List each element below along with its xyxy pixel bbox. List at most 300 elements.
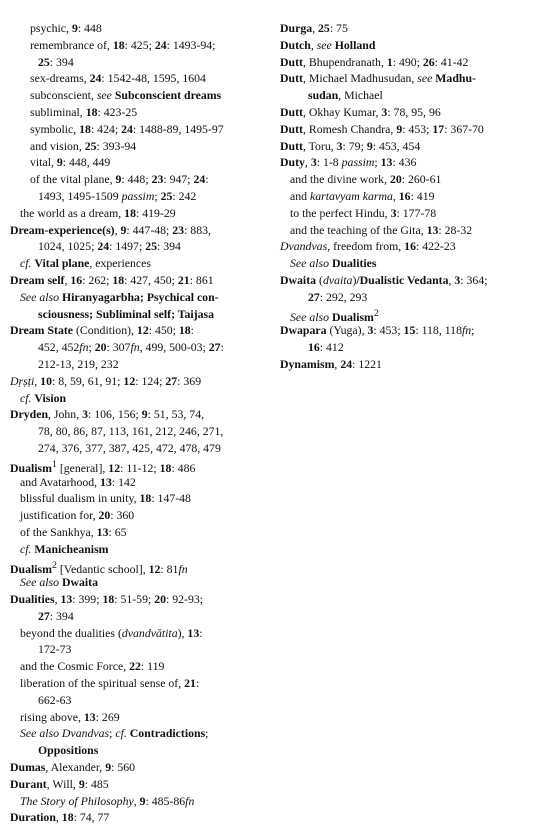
index-text: ; — [109, 726, 116, 741]
index-text: , — [334, 356, 341, 371]
index-text: , 499, 500-03; — [139, 340, 209, 355]
index-entry-line — [280, 104, 550, 121]
index-term: 18 — [112, 272, 125, 287]
index-term: 21 — [177, 272, 190, 287]
superscript-number: 1 — [51, 458, 57, 470]
index-term: Dualism — [331, 309, 374, 324]
index-term: 18 — [139, 491, 152, 506]
index-term: Dream-experience(s) — [10, 222, 115, 237]
index-term: 25 — [160, 188, 173, 203]
index-term: 24 — [97, 239, 110, 254]
index-entry-line — [10, 238, 272, 255]
index-term: 21 — [184, 676, 196, 691]
index-term: Dream self — [10, 272, 65, 287]
index-text: 212-13, 219, 232 — [38, 356, 119, 371]
index-text: : — [195, 676, 200, 691]
superscript-number: 2 — [51, 559, 57, 571]
index-text: 1493, 1495-1509 — [38, 188, 122, 203]
index-italic-text: fn — [178, 561, 188, 576]
index-entry-line — [10, 658, 272, 675]
index-term: 13 — [187, 625, 200, 640]
index-term: 25 — [318, 21, 330, 35]
index-text: : 81 — [160, 561, 179, 576]
index-term: 24 — [154, 37, 167, 52]
index-text: : 262; — [82, 272, 113, 287]
index-term: Dualism — [10, 561, 52, 576]
index-text: : 74, 77 — [73, 810, 110, 825]
index-entry-line — [10, 675, 272, 692]
index-entry-line — [10, 138, 272, 155]
index-entry-line — [280, 322, 550, 339]
index-term: 17 — [432, 121, 445, 136]
index-italic-text: Dvandvas — [280, 239, 328, 254]
index-entry-line — [280, 171, 550, 188]
index-text: and the divine work, — [290, 172, 390, 187]
index-entry-line — [10, 574, 272, 591]
index-term: Dumas — [10, 760, 46, 775]
index-entry-line — [10, 373, 272, 390]
index-entry-line — [10, 70, 272, 87]
index-text: 1024, 1025; — [38, 239, 98, 254]
index-term: 20 — [98, 508, 111, 523]
index-text: : — [205, 172, 209, 187]
index-term: Vision — [34, 390, 67, 405]
index-text: : 78, 95, 96 — [387, 104, 441, 119]
index-text: : 41-42 — [434, 54, 469, 69]
index-italic-text: kartavyam karma — [309, 188, 393, 203]
index-term: 9 — [139, 793, 146, 808]
index-entry-line — [280, 188, 550, 205]
index-term: 9 — [366, 138, 373, 153]
index-text: : — [190, 323, 194, 338]
index-text: : 51, 53, 74, — [147, 407, 205, 422]
index-text: ; — [374, 155, 381, 170]
index-italic-text: passim — [341, 155, 375, 170]
index-text: : 65 — [108, 524, 127, 539]
index-entry-line — [280, 255, 550, 272]
index-term: 9 — [78, 776, 85, 791]
index-text: : 436 — [392, 155, 417, 170]
index-text: , freedom from, — [327, 239, 405, 254]
index-text: , — [310, 37, 317, 52]
index-text: , Michael Madhusudan, — [302, 71, 418, 86]
index-text: , John, — [48, 407, 83, 422]
index-entry-line — [280, 339, 550, 356]
index-term: 12 — [123, 373, 136, 388]
index-term: 13 — [426, 222, 439, 237]
index-italic-text: cf. — [20, 541, 35, 556]
index-text: , — [64, 272, 71, 287]
index-text: remembrance of, — [30, 37, 113, 52]
index-italic-text: See also Dvandvas — [20, 726, 110, 741]
index-text: justification for, — [20, 508, 99, 523]
index-text: : 119 — [140, 659, 165, 674]
index-term: Dualities — [10, 592, 55, 607]
index-term: 3 — [390, 205, 397, 220]
index-term: 27 — [208, 340, 221, 355]
index-text: , — [304, 155, 311, 170]
index-term: 22 — [129, 659, 141, 674]
index-text: , experiences — [89, 256, 151, 271]
index-entry-line — [10, 625, 272, 642]
index-entry-line — [10, 322, 272, 339]
index-text: : 28-32 — [438, 222, 473, 237]
index-text: , — [448, 272, 455, 287]
index-entry-line — [10, 776, 272, 793]
index-term: 23 — [172, 222, 185, 237]
index-term: Durant — [10, 776, 47, 791]
index-italic-text: fn — [185, 793, 195, 808]
index-text: symbolic, — [30, 121, 80, 136]
index-text: , — [312, 21, 319, 35]
index-entry-line — [10, 255, 272, 272]
index-entry-line — [280, 37, 550, 54]
index-term: 3 — [82, 407, 89, 422]
index-entry-line — [280, 289, 550, 306]
index-entry-line — [10, 809, 272, 826]
index-entry-line — [10, 440, 272, 457]
index-term: 3 — [367, 323, 374, 338]
index-italic-text: see — [96, 88, 115, 103]
index-term: Duty — [280, 155, 305, 170]
index-text: : 1493-94; — [166, 37, 216, 52]
index-italic-text: passim — [121, 188, 155, 203]
index-entry-line — [10, 154, 272, 171]
index-text: : 364; — [460, 272, 488, 287]
index-text: : 124; — [135, 373, 166, 388]
index-text: vital, — [30, 155, 57, 170]
index-term: 27 — [38, 608, 50, 623]
index-term: sudan — [308, 88, 339, 103]
index-text: 452, 452 — [38, 340, 80, 355]
index-entry-line — [10, 87, 272, 104]
index-entry-line — [10, 121, 272, 138]
index-entry-line — [10, 306, 272, 323]
index-term: Holland — [334, 37, 376, 52]
index-term: 25 — [145, 239, 157, 254]
index-term: 18 — [112, 37, 125, 52]
index-term: Contradictions — [129, 726, 206, 741]
index-text: and — [290, 188, 310, 203]
index-entry-line — [280, 205, 550, 222]
index-term: 20 — [94, 340, 107, 355]
index-text: ), — [177, 625, 188, 640]
index-term: 25 — [38, 54, 50, 69]
index-italic-text: See also — [20, 289, 62, 304]
index-text: : 560 — [111, 760, 136, 775]
index-text: : 447-48; — [126, 222, 173, 237]
index-text: ; — [88, 340, 95, 355]
index-term: 16 — [404, 239, 416, 254]
index-text: (Condition), — [73, 323, 137, 338]
index-term: Durga — [280, 21, 313, 35]
index-text: : 11-12; — [120, 460, 160, 475]
index-term: Dualities — [331, 256, 377, 271]
index-italic-text: see — [316, 37, 335, 52]
index-term: 9 — [71, 21, 78, 35]
index-term: 1 — [386, 54, 393, 69]
index-text: 274, 376, 377, 387, 425, 472, 478, 479 — [38, 440, 221, 455]
index-text: (Yuga), — [326, 323, 368, 338]
index-text: : 453; — [402, 121, 433, 136]
index-text: : 394 — [49, 608, 74, 623]
index-term: 13 — [60, 592, 73, 607]
index-entry-line — [10, 759, 272, 776]
index-column-left — [10, 20, 272, 826]
index-entry-line — [10, 37, 272, 54]
index-text: : 947; — [163, 172, 194, 187]
index-entry-line — [10, 541, 272, 558]
index-italic-text: fn — [79, 340, 89, 355]
index-text: and the teaching of the Gita, — [290, 222, 427, 237]
index-term: Madhu- — [435, 71, 476, 86]
index-text: : 292, 293 — [319, 289, 368, 304]
index-text: : 450; — [148, 323, 179, 338]
index-term: 24 — [121, 121, 133, 136]
index-entry-line — [280, 154, 550, 171]
index-term: Dutt — [280, 104, 303, 119]
index-entry-line — [280, 54, 550, 71]
index-entry-line — [280, 138, 550, 155]
index-term: Dwaita — [280, 272, 317, 287]
index-text: subconscient, — [30, 88, 97, 103]
index-entry-line — [10, 54, 272, 71]
index-term: 26 — [422, 54, 435, 69]
index-entry-line — [280, 356, 550, 373]
index-entry-line — [280, 306, 550, 323]
index-term: Manicheanism — [34, 541, 109, 556]
index-term: 9 — [396, 121, 403, 136]
index-text: , — [55, 810, 62, 825]
index-term: Dwapara — [280, 323, 327, 338]
index-text: , Alexander, — [45, 760, 106, 775]
index-text: : 419-29 — [135, 205, 176, 220]
index-term: 18 — [178, 323, 191, 338]
index-text: , Toru, — [302, 138, 337, 153]
index-term: Dwaita — [61, 575, 98, 590]
index-text: : 883, — [184, 222, 211, 237]
index-term: 12 — [148, 561, 161, 576]
index-text: rising above, — [20, 709, 84, 724]
index-entry-line — [10, 558, 272, 575]
index-term: 12 — [136, 323, 149, 338]
index-term: 18 — [124, 205, 136, 220]
index-term: 18 — [61, 810, 74, 825]
index-term: 3 — [310, 155, 317, 170]
index-italic-text: See also — [290, 256, 332, 271]
index-text: 172-73 — [38, 642, 72, 657]
index-entry-line — [280, 87, 550, 104]
index-entry-line — [10, 188, 272, 205]
index-text: and the Cosmic Force, — [20, 659, 130, 674]
index-entry-line — [10, 793, 272, 810]
index-text: : 861 — [189, 272, 214, 287]
index-term: 20 — [389, 172, 402, 187]
index-text: : 118, 118 — [415, 323, 462, 338]
index-text: , — [392, 188, 399, 203]
index-text: : 177-78 — [396, 205, 437, 220]
index-text: , Romesh Chandra, — [302, 121, 397, 136]
index-text: subliminal, — [30, 104, 86, 119]
index-term: 13 — [96, 524, 109, 539]
index-entry-line — [10, 742, 272, 759]
index-text: : 1488-89, 1495-97 — [132, 121, 224, 136]
index-text: : 142 — [111, 474, 136, 489]
index-text: , — [54, 592, 61, 607]
index-term: 3 — [381, 104, 388, 119]
index-entry-line — [10, 725, 272, 742]
index-italic-text: See also — [20, 575, 62, 590]
index-entry-line — [10, 457, 272, 474]
index-text: of the vital plane, — [30, 172, 116, 187]
index-term: Oppositions — [38, 743, 99, 758]
index-entry-line — [10, 490, 272, 507]
index-text: beyond the dualities ( — [20, 625, 122, 640]
index-italic-text: See also — [290, 309, 332, 324]
index-term: Dutt — [280, 121, 303, 136]
index-term: 20 — [154, 592, 167, 607]
index-text: , — [114, 222, 121, 237]
index-entry-line — [10, 709, 272, 726]
index-text: , — [133, 793, 140, 808]
index-term: Dutt — [280, 71, 303, 86]
index-text: : 490; — [392, 54, 423, 69]
index-text: : 1221 — [352, 356, 382, 371]
index-italic-text: dvandvātita — [121, 625, 178, 640]
index-text: : 448; — [121, 172, 152, 187]
index-term: 18 — [79, 121, 91, 136]
index-term: Vital plane — [34, 256, 90, 271]
index-text: : 485-86 — [145, 793, 186, 808]
index-text: , — [34, 373, 41, 388]
index-entry-line — [10, 641, 272, 658]
index-term: Dutt — [280, 54, 303, 69]
index-term: Subconscient dreams — [114, 88, 222, 103]
index-text: , Okhay Kumar, — [302, 104, 382, 119]
index-italic-text: The Story of Philosophy — [20, 793, 134, 808]
index-text: : 453; — [373, 323, 404, 338]
index-text: , Bhupendranath, — [302, 54, 387, 69]
index-entry-line — [10, 339, 272, 356]
index-text: : 106, 156; — [88, 407, 142, 422]
index-text: : 269 — [95, 709, 120, 724]
index-text: ; — [205, 726, 209, 741]
index-entry-line — [10, 272, 272, 289]
index-text: : 423-25 — [97, 104, 138, 119]
index-text: : 92-93; — [166, 592, 204, 607]
index-term: 13 — [380, 155, 393, 170]
index-term: Dynamism — [280, 356, 335, 371]
index-text: the world as a dream, — [20, 205, 125, 220]
index-text: , Will, — [46, 776, 79, 791]
index-text: : 260-61 — [401, 172, 442, 187]
index-text: ( — [316, 272, 323, 287]
index-term: 23 — [151, 172, 164, 187]
index-term: 3 — [336, 138, 343, 153]
index-text: : — [199, 625, 203, 640]
index-term: 3 — [454, 272, 461, 287]
index-entry-line — [10, 222, 272, 239]
index-entry-line — [10, 205, 272, 222]
index-entry-line — [10, 507, 272, 524]
index-term: 13 — [100, 474, 112, 489]
index-text: : 486 — [171, 460, 196, 475]
index-term: 16 — [70, 272, 83, 287]
index-term: Dualism — [10, 460, 52, 475]
index-text: [general], — [56, 460, 109, 475]
index-entry-line — [10, 524, 272, 541]
index-term: /Dualistic Vedanta — [356, 272, 449, 287]
superscript-number: 2 — [373, 307, 379, 319]
index-text: : 448 — [77, 21, 102, 35]
index-term: Dutt — [280, 138, 303, 153]
index-term: Duration — [10, 810, 56, 825]
index-text: : 242 — [172, 188, 197, 203]
index-entry-line — [280, 20, 550, 37]
index-term: 24 — [193, 172, 206, 187]
index-text: : 425; — [124, 37, 155, 52]
index-text: of the Sankhya, — [20, 524, 97, 539]
index-text: sex-dreams, — [30, 71, 90, 86]
index-text: psychic, — [30, 21, 72, 35]
index-italic-text: cf. — [115, 726, 130, 741]
index-column-right — [280, 20, 550, 373]
index-text: : 75 — [329, 21, 348, 35]
index-entry-line — [10, 356, 272, 373]
index-italic-text: fn — [461, 323, 472, 338]
index-text: : 79; — [342, 138, 367, 153]
index-text: [Vedantic school], — [56, 561, 149, 576]
index-term: 9 — [120, 222, 127, 237]
index-term: Dream State — [10, 323, 74, 338]
index-term: 9 — [56, 155, 63, 170]
index-term: 9 — [105, 760, 112, 775]
index-text: and Avatarhood, — [20, 474, 101, 489]
index-term: 25 — [84, 138, 97, 153]
index-term: 12 — [108, 460, 121, 475]
index-text: and vision, — [30, 138, 85, 153]
index-term: sciousness; Subliminal self; Taijasa — [38, 306, 215, 321]
index-text: : 422-23 — [415, 239, 456, 254]
index-text: : 360 — [110, 508, 135, 523]
index-text: : — [220, 340, 224, 355]
index-text: : 453, 454 — [372, 138, 421, 153]
index-text: : 1542-48, 1595, 1604 — [101, 71, 206, 86]
index-term: 18 — [159, 460, 172, 475]
index-term: 18 — [102, 592, 115, 607]
index-text: 662-63 — [38, 692, 72, 707]
index-text: : 369 — [177, 373, 202, 388]
index-term: 24 — [89, 71, 102, 86]
index-text: : 419 — [410, 188, 435, 203]
index-term: 24 — [340, 356, 353, 371]
index-entry-line — [10, 289, 272, 306]
index-text: : 51-59; — [114, 592, 155, 607]
index-entry-line — [280, 222, 550, 239]
index-entry-line — [10, 20, 272, 37]
index-text: : 8, 59, 61, 91; — [51, 373, 124, 388]
index-entry-line — [10, 423, 272, 440]
index-term: Hiranyagarbha; Psychical con- — [61, 289, 219, 304]
index-text: ) — [352, 272, 357, 287]
index-entry-line — [10, 104, 272, 121]
index-entry-line — [280, 272, 550, 289]
index-text: : 448, 449 — [62, 155, 111, 170]
index-italic-text: see — [417, 71, 436, 86]
index-term: 9 — [115, 172, 122, 187]
index-term: 16 — [308, 340, 320, 355]
index-text: ; — [471, 323, 475, 338]
